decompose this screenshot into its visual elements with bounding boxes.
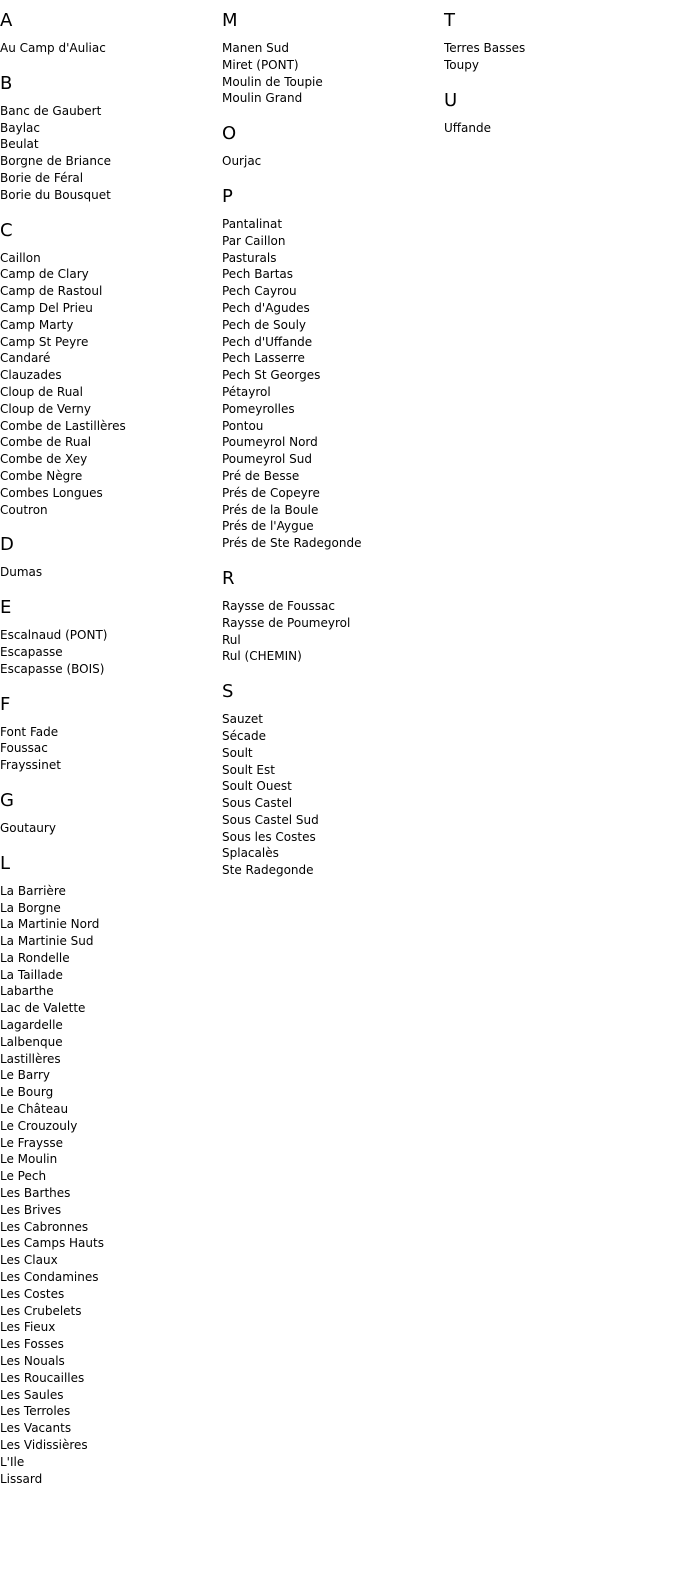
place-name-item: Pech Cayrou: [222, 284, 297, 299]
place-name-item: Prés de l'Aygue: [222, 519, 314, 534]
place-name-item: Sous Castel Sud: [222, 812, 319, 827]
place-list: [0, 103, 215, 204]
section-letter-heading: M: [222, 10, 238, 31]
place-name-item: L'Ile: [0, 1454, 25, 1469]
place-name-item: Camp Del Prieu: [0, 300, 93, 315]
place-list: [0, 883, 215, 1488]
place-name-item: Rul (CHEMIN): [222, 649, 302, 664]
place-name-item: Lac de Valette: [0, 1001, 86, 1016]
place-name-item: Les Claux: [0, 1253, 58, 1268]
letter-section: [222, 568, 437, 665]
place-name-item: Les Camps Hauts: [0, 1236, 104, 1251]
letter-section: [444, 90, 659, 137]
place-name-item: Clauzades: [0, 368, 62, 383]
place-name-item: Caillon: [0, 250, 41, 265]
place-list: [222, 216, 437, 552]
letter-section: [222, 186, 437, 552]
place-list: [0, 627, 215, 677]
place-name-item: Toupy: [444, 57, 479, 72]
place-name-item: Frayssinet: [0, 758, 61, 773]
place-name-item: Borie du Bousquet: [0, 187, 111, 202]
place-name-item: Les Cabronnes: [0, 1219, 89, 1234]
place-name-item: Lastillères: [0, 1051, 61, 1066]
place-name-item: Escapasse: [0, 644, 63, 659]
place-name-item: Pech de Souly: [222, 317, 307, 332]
place-name-item: Moulin de Toupie: [222, 74, 323, 89]
place-name-item: Camp St Peyre: [0, 334, 89, 349]
place-name-item: Les Brives: [0, 1202, 62, 1217]
place-name-item: Ste Radegonde: [222, 863, 314, 878]
place-name-item: Lagardelle: [0, 1018, 63, 1033]
place-name-item: Combe de Lastillères: [0, 418, 126, 433]
place-name-item: Lalbenque: [0, 1034, 63, 1049]
place-name-item: Le Moulin: [0, 1152, 58, 1167]
place-name-item: Uffande: [444, 120, 492, 135]
place-name-item: Escapasse (BOIS): [0, 661, 105, 676]
place-name-item: Poumeyrol Sud: [222, 452, 312, 467]
place-name-item: Miret (PONT): [222, 57, 299, 72]
place-list: [222, 40, 437, 107]
section-letter-heading: U: [444, 89, 458, 111]
place-name-item: Cloup de Rual: [0, 384, 83, 399]
place-name-item: Goutaury: [0, 820, 56, 835]
place-name-item: La Borgne: [0, 900, 61, 915]
place-name-item: Sauzet: [222, 712, 263, 727]
place-name-item: Les Crubelets: [0, 1303, 82, 1318]
place-name-item: Ourjac: [222, 154, 262, 169]
place-name-item: Pré de Besse: [222, 468, 300, 483]
place-name-item: Raysse de Poumeyrol: [222, 615, 351, 630]
section-letter-heading: S: [222, 681, 234, 703]
place-list: [0, 40, 215, 57]
place-list: [444, 40, 659, 74]
place-name-item: Au Camp d'Auliac: [0, 41, 106, 55]
place-name-item: Pech Bartas: [222, 267, 294, 282]
letter-section: [0, 534, 215, 581]
place-name-item: La Barrière: [0, 883, 66, 898]
place-name-item: Pétayrol: [222, 384, 271, 399]
place-name-item: Le Fraysse: [0, 1135, 63, 1150]
place-name-item: Baylac: [0, 120, 40, 135]
section-letter-heading: T: [444, 10, 455, 31]
place-name-item: Les Roucailles: [0, 1370, 85, 1385]
section-letter-heading: B: [0, 72, 13, 94]
place-name-item: Combe de Xey: [0, 452, 88, 467]
place-name-item: La Rondelle: [0, 950, 70, 965]
letter-section: [0, 73, 215, 204]
place-name-item: Les Fosses: [0, 1337, 64, 1352]
place-name-item: Sécade: [222, 728, 266, 743]
place-name-item: Pech Lasserre: [222, 351, 305, 366]
place-name-item: Le Pech: [0, 1169, 47, 1184]
place-list: [0, 724, 215, 774]
place-name-item: Pontou: [222, 418, 264, 433]
letter-section: [222, 123, 437, 170]
place-name-item: Escalnaud (PONT): [0, 628, 108, 643]
place-name-item: Le Barry: [0, 1068, 51, 1083]
place-name-item: Le Crouzouly: [0, 1118, 78, 1133]
place-name-item: Pech d'Agudes: [222, 300, 310, 315]
place-name-item: La Taillade: [0, 967, 63, 982]
place-name-item: Manen Sud: [222, 41, 289, 55]
place-list: [222, 598, 437, 665]
place-list: [222, 153, 437, 170]
section-letter-heading: L: [0, 852, 11, 874]
place-name-item: Beulat: [0, 137, 39, 152]
letter-section: [0, 10, 215, 57]
place-list: [0, 564, 215, 581]
place-name-item: Terres Basses: [444, 41, 526, 55]
place-name-item: Soult Ouest: [222, 779, 292, 794]
section-letter-heading: P: [222, 185, 233, 207]
place-name-item: Sous Castel: [222, 796, 293, 811]
letter-section: [222, 10, 437, 107]
section-letter-heading: E: [0, 597, 12, 619]
place-name-item: Le Bourg: [0, 1085, 54, 1100]
place-name-item: Candaré: [0, 351, 51, 366]
section-letter-heading: F: [0, 693, 11, 715]
place-name-item: Les Fieux: [0, 1320, 56, 1335]
place-name-item: Combe Nègre: [0, 468, 83, 483]
place-name-item: Font Fade: [0, 724, 59, 739]
place-name-item: Pech d'Uffande: [222, 334, 313, 349]
section-letter-heading: A: [0, 10, 13, 31]
letter-section: [0, 853, 215, 1488]
letter-section: [222, 681, 437, 879]
place-list: [444, 120, 659, 137]
place-name-item: Pantalinat: [222, 216, 283, 231]
place-name-item: Moulin Grand: [222, 91, 303, 106]
letter-section: [0, 790, 215, 837]
place-name-item: La Martinie Nord: [0, 917, 100, 932]
place-name-item: Splacalès: [222, 846, 279, 861]
place-name-item: Le Château: [0, 1102, 69, 1117]
place-name-item: Les Vacants: [0, 1421, 72, 1436]
place-name-item: Camp Marty: [0, 317, 74, 332]
place-name-item: Banc de Gaubert: [0, 103, 102, 118]
place-name-item: La Martinie Sud: [0, 934, 94, 949]
place-name-item: Les Nouals: [0, 1354, 65, 1369]
place-name-item: Prés de Ste Radegonde: [222, 536, 362, 551]
place-name-item: Dumas: [0, 565, 43, 580]
place-name-item: Les Barthes: [0, 1186, 71, 1201]
place-name-item: Coutron: [0, 502, 48, 517]
place-list: [0, 250, 215, 519]
place-name-item: Les Terroles: [0, 1404, 71, 1419]
place-name-item: Pomeyrolles: [222, 401, 295, 416]
place-name-item: Cloup de Verny: [0, 401, 91, 416]
letter-section: [0, 597, 215, 677]
place-name-item: Prés de la Boule: [222, 502, 319, 517]
place-name-item: Prés de Copeyre: [222, 485, 320, 500]
place-name-item: Foussac: [0, 741, 48, 756]
place-name-item: Poumeyrol Nord: [222, 435, 318, 450]
place-name-item: Raysse de Foussac: [222, 598, 335, 613]
place-list: [222, 711, 437, 879]
place-name-item: Combes Longues: [0, 485, 103, 500]
place-name-item: Sous les Costes: [222, 829, 316, 844]
place-name-item: Soult: [222, 745, 253, 760]
section-letter-heading: C: [0, 219, 13, 241]
place-name-item: Combe de Rual: [0, 435, 92, 450]
place-name-item: Les Costes: [0, 1286, 65, 1301]
place-name-item: Camp de Rastoul: [0, 284, 103, 299]
place-list: [0, 820, 215, 837]
section-letter-heading: D: [0, 534, 14, 556]
place-name-item: Labarthe: [0, 984, 54, 999]
section-letter-heading: O: [222, 123, 237, 145]
section-letter-heading: R: [222, 567, 235, 589]
section-letter-heading: G: [0, 789, 14, 811]
place-name-item: Soult Est: [222, 762, 275, 777]
place-name-item: Par Caillon: [222, 233, 286, 248]
place-name-item: Les Vidissières: [0, 1438, 88, 1452]
place-name-item: Les Condamines: [0, 1270, 99, 1285]
place-name-item: Rul: [222, 632, 241, 647]
letter-section: [0, 694, 215, 774]
index-column-2: [222, 0, 437, 879]
letter-section: [444, 10, 659, 74]
index-column-3: [444, 0, 659, 136]
letter-section: [0, 220, 215, 519]
index-column-1: [0, 0, 215, 1487]
place-name-item: Pasturals: [222, 250, 277, 265]
place-name-item: Camp de Clary: [0, 267, 89, 282]
place-name-item: Lissard: [0, 1471, 43, 1486]
place-name-item: Borgne de Briance: [0, 154, 111, 169]
place-name-item: Pech St Georges: [222, 368, 321, 383]
place-name-item: Borie de Féral: [0, 170, 84, 185]
place-name-item: Les Saules: [0, 1387, 64, 1402]
